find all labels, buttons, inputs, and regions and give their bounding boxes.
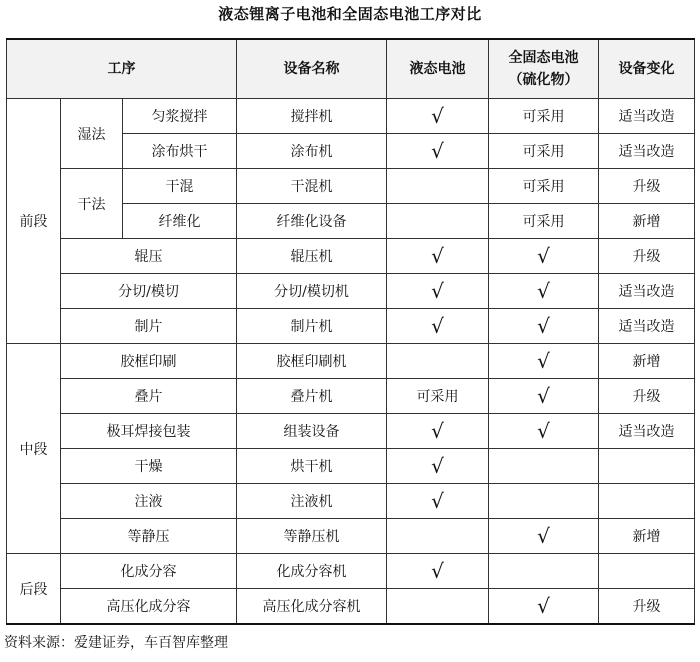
cell-equipment: 化成分容机 bbox=[237, 554, 387, 589]
table-row bbox=[7, 309, 695, 344]
cell-liquid bbox=[387, 519, 489, 554]
method-dry: 干法 bbox=[61, 169, 123, 239]
cell-change: 新增 bbox=[599, 204, 695, 239]
header-solid-battery bbox=[489, 39, 599, 99]
cell-liquid: 可采用 bbox=[387, 379, 489, 414]
cell-step: 制片 bbox=[61, 309, 237, 344]
cell-change: 新增 bbox=[599, 344, 695, 379]
cell-change: 适当改造 bbox=[599, 134, 695, 169]
stage-middle: 中段 bbox=[7, 344, 61, 554]
cell-equipment: 分切/模切机 bbox=[237, 274, 387, 309]
stage-back: 后段 bbox=[7, 554, 61, 625]
cell-solid: 可采用 bbox=[489, 99, 599, 134]
cell-liquid: √ bbox=[387, 309, 489, 344]
source-note: 资料来源：爱建证券，车百智库整理 bbox=[4, 635, 228, 651]
table-title: 液态锂离子电池和全固态电池工序对比 bbox=[218, 5, 482, 23]
cell-step: 叠片 bbox=[61, 379, 237, 414]
table-row bbox=[7, 379, 695, 414]
cell-solid: 可采用 bbox=[489, 204, 599, 239]
cell-solid: √ bbox=[489, 344, 599, 379]
cell-liquid: √ bbox=[387, 274, 489, 309]
cell-step: 匀浆搅拌 bbox=[123, 99, 237, 134]
cell-solid: √ bbox=[489, 274, 599, 309]
cell-step: 纤维化 bbox=[123, 204, 237, 239]
cell-step: 高压化成分容 bbox=[61, 589, 237, 625]
cell-equipment: 组装设备 bbox=[237, 414, 387, 449]
cell-step: 胶框印刷 bbox=[61, 344, 237, 379]
header-row bbox=[7, 39, 695, 99]
cell-change: 新增 bbox=[599, 519, 695, 554]
cell-liquid: √ bbox=[387, 414, 489, 449]
cell-equipment: 搅拌机 bbox=[237, 99, 387, 134]
cell-liquid: √ bbox=[387, 484, 489, 519]
table-row bbox=[7, 554, 695, 589]
cell-change: 适当改造 bbox=[599, 309, 695, 344]
cell-equipment: 纤维化设备 bbox=[237, 204, 387, 239]
cell-step: 分切/模切 bbox=[61, 274, 237, 309]
header-solid-line1: 全固态电池 bbox=[508, 50, 579, 66]
cell-liquid: √ bbox=[387, 449, 489, 484]
cell-equipment: 制片机 bbox=[237, 309, 387, 344]
cell-change: 升级 bbox=[599, 379, 695, 414]
cell-liquid: √ bbox=[387, 134, 489, 169]
cell-step: 辊压 bbox=[61, 239, 237, 274]
cell-liquid bbox=[387, 204, 489, 239]
cell-liquid: √ bbox=[387, 99, 489, 134]
cell-equipment: 胶框印刷机 bbox=[237, 344, 387, 379]
cell-step: 化成分容 bbox=[61, 554, 237, 589]
cell-equipment: 叠片机 bbox=[237, 379, 387, 414]
method-wet: 湿法 bbox=[61, 99, 123, 169]
cell-solid: 可采用 bbox=[489, 169, 599, 204]
table-row bbox=[7, 274, 695, 309]
header-solid-line2: （硫化物） bbox=[508, 72, 579, 88]
process-comparison-table bbox=[6, 38, 695, 625]
cell-solid: √ bbox=[489, 309, 599, 344]
cell-change: 适当改造 bbox=[599, 274, 695, 309]
cell-equipment: 干混机 bbox=[237, 169, 387, 204]
cell-liquid bbox=[387, 169, 489, 204]
cell-change: 适当改造 bbox=[599, 414, 695, 449]
cell-solid: √ bbox=[489, 414, 599, 449]
table-row bbox=[7, 239, 695, 274]
cell-step: 干燥 bbox=[61, 449, 237, 484]
cell-solid: √ bbox=[489, 519, 599, 554]
table-row bbox=[7, 449, 695, 484]
cell-liquid bbox=[387, 589, 489, 625]
table-row bbox=[7, 484, 695, 519]
cell-change bbox=[599, 484, 695, 519]
cell-equipment: 高压化成分容机 bbox=[237, 589, 387, 625]
cell-step: 极耳焊接包装 bbox=[61, 414, 237, 449]
cell-liquid bbox=[387, 344, 489, 379]
cell-equipment: 注液机 bbox=[237, 484, 387, 519]
cell-equipment: 涂布机 bbox=[237, 134, 387, 169]
header-liquid-battery: 液态电池 bbox=[387, 39, 489, 99]
cell-liquid: √ bbox=[387, 239, 489, 274]
cell-equipment: 烘干机 bbox=[237, 449, 387, 484]
table-row bbox=[7, 519, 695, 554]
cell-change: 升级 bbox=[599, 169, 695, 204]
table-row bbox=[7, 169, 695, 204]
header-equipment-change: 设备变化 bbox=[599, 39, 695, 99]
table-row bbox=[7, 414, 695, 449]
cell-step: 注液 bbox=[61, 484, 237, 519]
cell-change bbox=[599, 449, 695, 484]
cell-step: 涂布烘干 bbox=[123, 134, 237, 169]
table-row bbox=[7, 99, 695, 134]
cell-step: 等静压 bbox=[61, 519, 237, 554]
cell-solid: √ bbox=[489, 239, 599, 274]
cell-step: 干混 bbox=[123, 169, 237, 204]
cell-change: 升级 bbox=[599, 589, 695, 625]
cell-solid: 可采用 bbox=[489, 134, 599, 169]
header-equipment: 设备名称 bbox=[237, 39, 387, 99]
cell-change: 升级 bbox=[599, 239, 695, 274]
header-process: 工序 bbox=[7, 39, 237, 99]
stage-front: 前段 bbox=[7, 99, 61, 344]
cell-solid bbox=[489, 554, 599, 589]
cell-equipment: 等静压机 bbox=[237, 519, 387, 554]
cell-change bbox=[599, 554, 695, 589]
table-row bbox=[7, 589, 695, 625]
cell-solid: √ bbox=[489, 379, 599, 414]
cell-solid bbox=[489, 484, 599, 519]
cell-solid: √ bbox=[489, 589, 599, 625]
table-row bbox=[7, 344, 695, 379]
cell-solid bbox=[489, 449, 599, 484]
cell-equipment: 辊压机 bbox=[237, 239, 387, 274]
cell-liquid: √ bbox=[387, 554, 489, 589]
cell-change: 适当改造 bbox=[599, 99, 695, 134]
